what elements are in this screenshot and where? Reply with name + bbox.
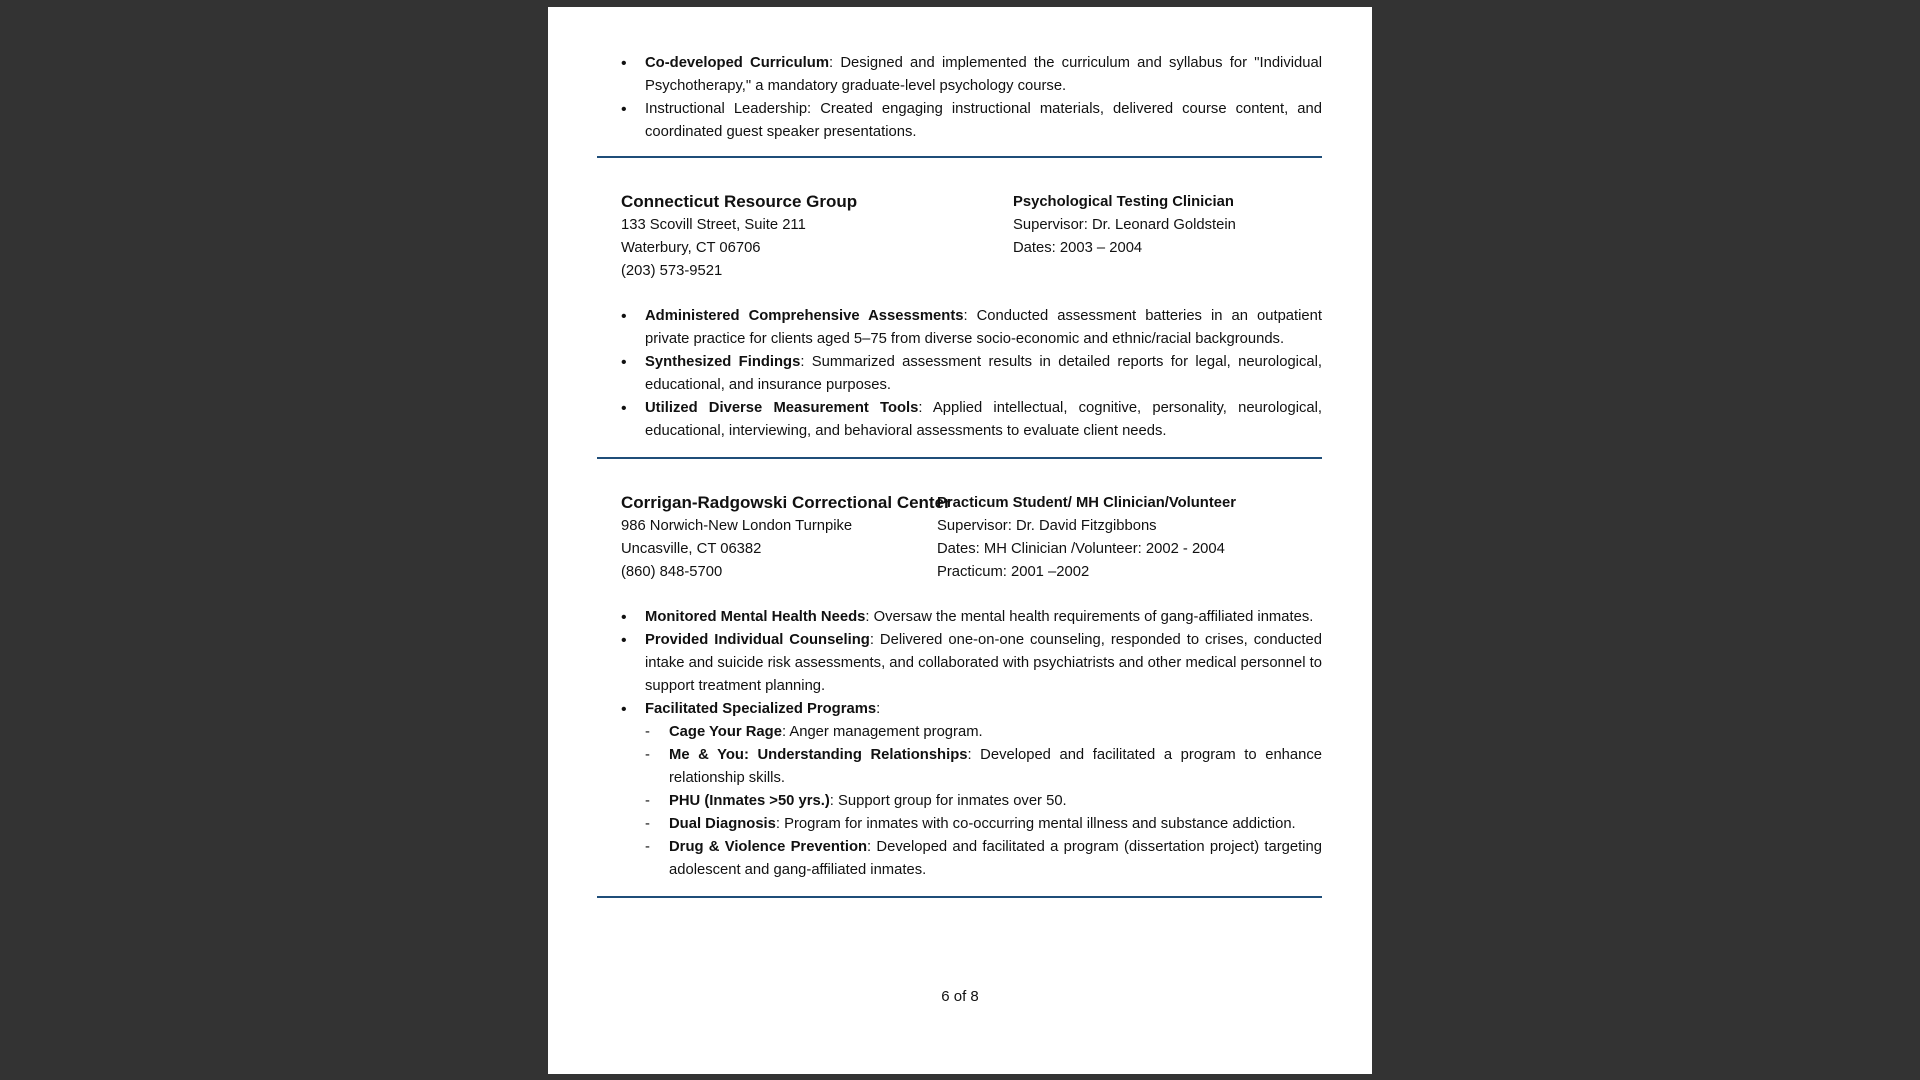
section-divider	[597, 896, 1322, 898]
list-item: • Co-developed Curriculum: Designed and implemented the curriculum and syllabus for "Individual Psychotherapy," a mandatory graduate-level psychology course.	[621, 52, 1322, 98]
employer-address-line1: 133 Scovill Street, Suite 211	[621, 217, 806, 233]
list-item: • Utilized Diverse Measurement Tools: Applied intellectual, cognitive, personality, neurological, educational, interviewing, and behavioral assessments to evaluate client needs.	[621, 397, 1322, 443]
job-header-corrigan	[621, 491, 1322, 583]
list-item: • Facilitated Specialized Programs: - Cage Your Rage: Anger management program. - Me & You: Understanding Relationships: Developed and facilitated a program to enhance relationship skills. - PHU (Inmates >50 yrs.): Support group for inmates over 50. - Dual Diagnosis: Program for inmates with co-occurring mental illness and substance addiction. - Drug & Violence Prevention: Developed and facilitated a program (dissertation project) targeting adolescent and gang-affiliated inmates.	[621, 698, 1322, 882]
employer-address-line1: 986 Norwich-New London Turnpike	[621, 518, 853, 534]
section-divider	[597, 156, 1322, 158]
list-item: • Provided Individual Counseling: Delivered one-on-one counseling, responded to crises, conducted intake and suicide risk assessments, and collaborated with psychiatrists and other medical personnel to support treatment planning.	[621, 629, 1322, 698]
employer-phone: (860) 848-5700	[621, 564, 723, 580]
job-title: Practicum Student/ MH Clinician/Volunteer	[937, 495, 1236, 511]
sub-list-item: - Dual Diagnosis: Program for inmates with co-occurring mental illness and substance addiction.	[645, 813, 1322, 836]
employer-address-line2: Uncasville, CT 06382	[621, 541, 762, 557]
job2-bullet-list	[621, 606, 1322, 882]
position-info	[1013, 190, 1236, 260]
list-item: • Administered Comprehensive Assessments: Conducted assessment batteries in an outpatient private practice for clients aged 5–75 from diverse socio-economic and ethnic/racial backgrounds.	[621, 305, 1322, 351]
page-number: 6 of 8	[941, 988, 979, 1005]
sub-list-item: - Drug & Violence Prevention: Developed and facilitated a program (dissertation project) targeting adolescent and gang-affiliated inmates.	[645, 836, 1322, 882]
top-bullet-list	[621, 52, 1322, 144]
document-page	[548, 7, 1372, 1074]
supervisor: Supervisor: Dr. Leonard Goldstein	[1013, 217, 1236, 233]
programs-sub-list	[645, 721, 1322, 882]
sub-list-item: - PHU (Inmates >50 yrs.): Support group for inmates over 50.	[645, 790, 1322, 813]
job-header-connecticut	[621, 190, 1322, 282]
employer-name: Connecticut Resource Group	[621, 192, 858, 211]
job1-bullet-list	[621, 305, 1322, 443]
employment-dates: Dates: 2003 – 2004	[1013, 240, 1143, 256]
list-item: • Monitored Mental Health Needs: Oversaw the mental health requirements of gang-affiliated inmates.	[621, 606, 1322, 629]
employer-info	[621, 491, 951, 584]
sub-list-item: - Me & You: Understanding Relationships: Developed and facilitated a program to enhance relationship skills.	[645, 744, 1322, 790]
supervisor: Supervisor: Dr. David Fitzgibbons	[937, 518, 1157, 534]
practicum-dates: Practicum: 2001 –2002	[937, 564, 1090, 580]
job-title: Psychological Testing Clinician	[1013, 194, 1234, 210]
employer-phone: (203) 573-9521	[621, 263, 723, 279]
list-item: • Instructional Leadership: Created engaging instructional materials, delivered course content, and coordinated guest speaker presentations.	[621, 98, 1322, 144]
section-divider	[597, 457, 1322, 459]
sub-list-item: - Cage Your Rage: Anger management program.	[645, 721, 1322, 744]
employer-info	[621, 190, 857, 283]
employment-dates: Dates: MH Clinician /Volunteer: 2002 - 2004	[937, 541, 1225, 557]
list-item: • Synthesized Findings: Summarized assessment results in detailed reports for legal, neurological, educational, and insurance purposes.	[621, 351, 1322, 397]
position-info	[937, 491, 1236, 584]
employer-address-line2: Waterbury, CT 06706	[621, 240, 761, 256]
employer-name: Corrigan-Radgowski Correctional Center	[621, 493, 951, 512]
